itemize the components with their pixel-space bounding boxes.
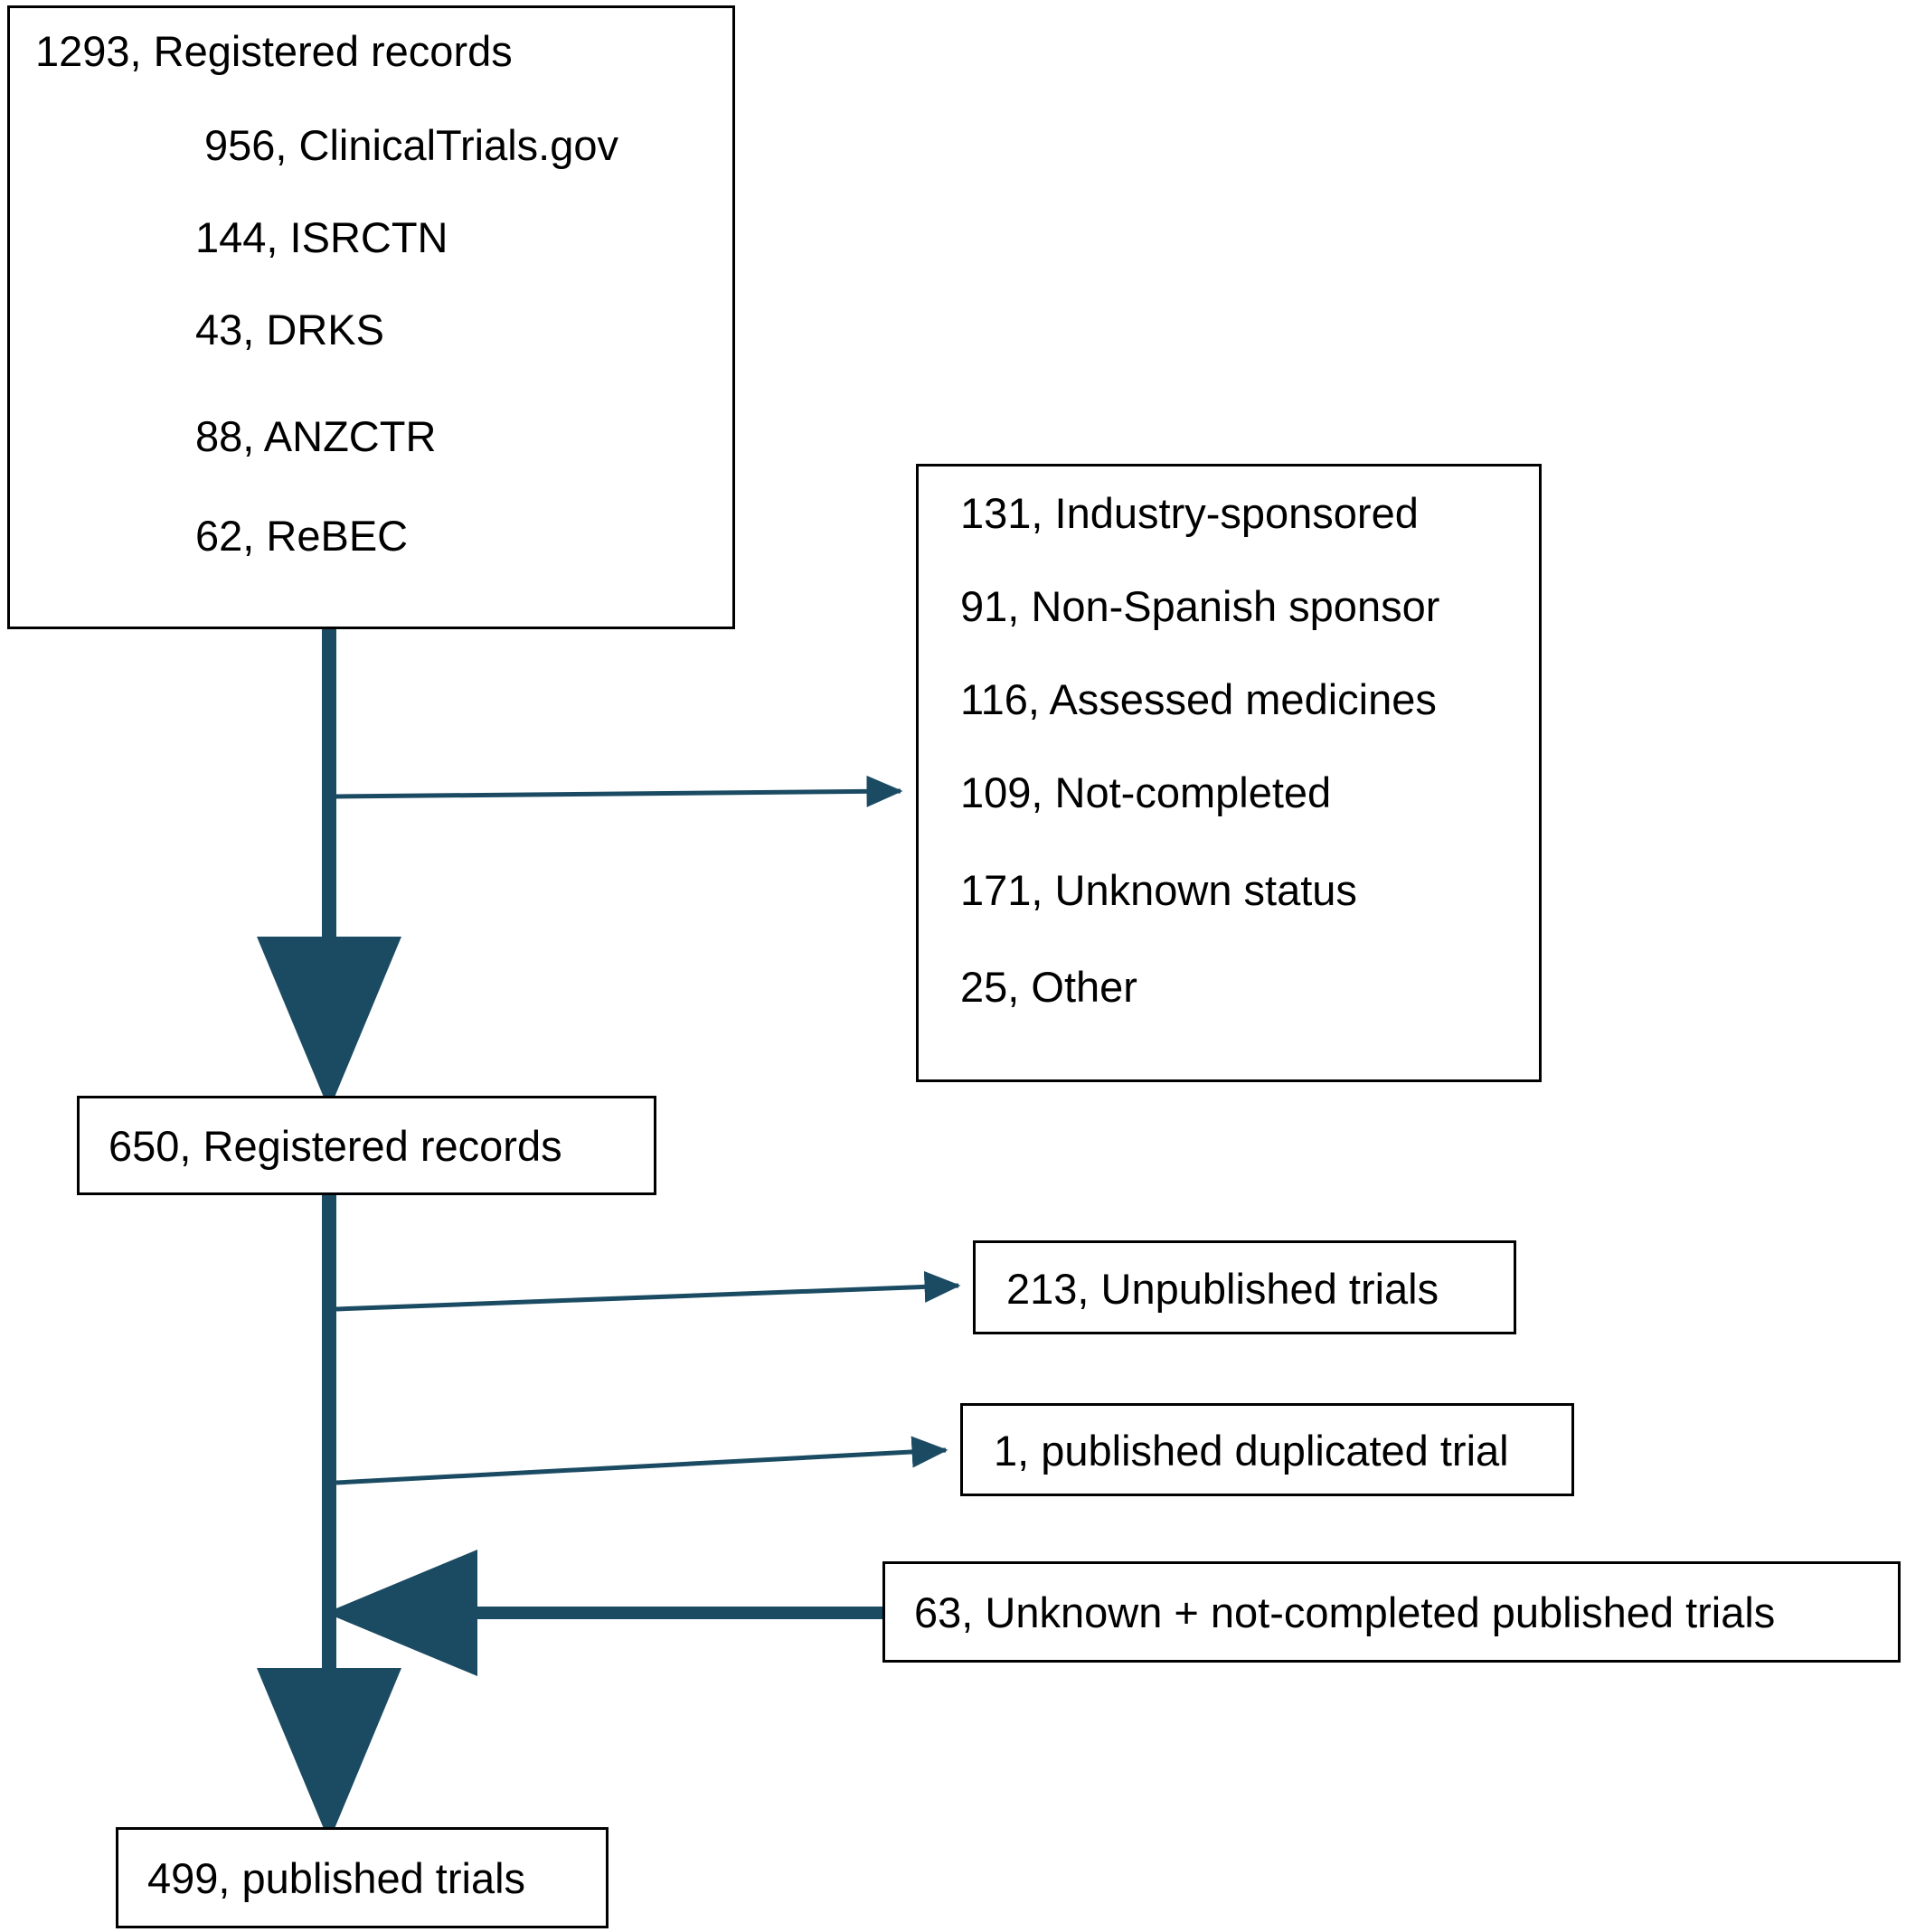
excluded-records-box: [916, 464, 1542, 1082]
exclusion-unknown-status: 171, Unknown status: [960, 866, 1357, 914]
unknown-not-completed-box: [882, 1561, 1901, 1663]
registered-650-label: 650, Registered records: [109, 1122, 562, 1170]
published-duplicated-box: [960, 1403, 1574, 1496]
unknown-not-completed-label: 63, Unknown + not-completed published trials: [914, 1588, 1776, 1636]
unpublished-trials-box: [973, 1240, 1516, 1334]
registered-records-box: [7, 5, 735, 629]
published-trials-label: 499, published trials: [147, 1854, 526, 1902]
published-trials-box: [116, 1827, 609, 1928]
exclusion-non-spanish-sponsor: 91, Non-Spanish sponsor: [960, 582, 1440, 630]
registered-650-box: [77, 1096, 656, 1195]
exclusion-other: 25, Other: [960, 963, 1137, 1011]
source-isrctn: 144, ISRCTN: [195, 213, 448, 261]
exclusion-assessed-medicines: 116, Assessed medicines: [960, 675, 1437, 723]
registered-records-header: 1293, Registered records: [35, 27, 513, 75]
unpublished-trials-label: 213, Unpublished trials: [1006, 1265, 1439, 1313]
source-clinicaltrials: 956, ClinicalTrials.gov: [204, 121, 618, 169]
source-drks: 43, DRKS: [195, 306, 384, 353]
published-duplicated-label: 1, published duplicated trial: [994, 1427, 1509, 1475]
source-anzctr: 88, ANZCTR: [195, 412, 437, 460]
exclusion-not-completed: 109, Not-completed: [960, 768, 1332, 816]
source-rebec: 62, ReBEC: [195, 512, 409, 560]
exclusion-industry-sponsored: 131, Industry-sponsored: [960, 489, 1419, 537]
